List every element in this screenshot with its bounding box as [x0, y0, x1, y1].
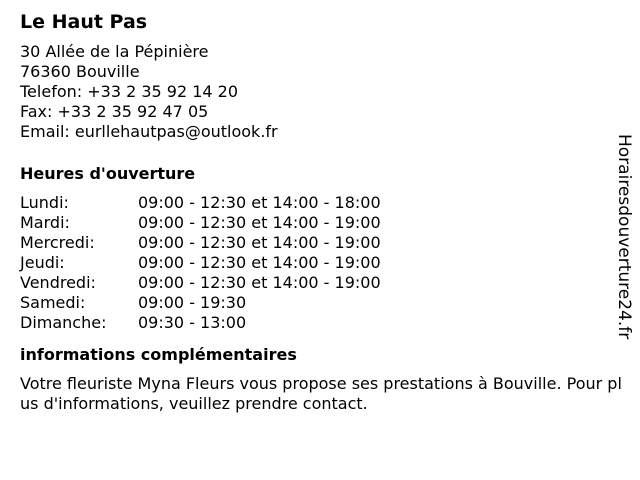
hours-day: Samedi:: [20, 293, 86, 312]
hours-time: 09:30 - 13:00: [138, 313, 247, 332]
hours-day: Jeudi:: [20, 253, 65, 272]
opening-hours-heading: Heures d'ouverture: [20, 164, 196, 183]
hours-row-saturday: [20, 293, 610, 313]
hours-time: 09:00 - 19:30: [138, 293, 247, 312]
hours-time: 09:00 - 12:30 et 14:00 - 19:00: [138, 253, 381, 272]
hours-row-sunday: [20, 313, 610, 333]
hours-time: 09:00 - 12:30 et 14:00 - 18:00: [138, 193, 381, 212]
hours-time: 09:00 - 12:30 et 14:00 - 19:00: [138, 213, 381, 232]
address-city: 76360 Bouville: [20, 62, 140, 81]
business-name: Le Haut Pas: [20, 11, 148, 33]
contact-block: [20, 42, 610, 142]
hours-day: Dimanche:: [20, 313, 107, 332]
fax-number: Fax: +33 2 35 92 47 05: [20, 102, 209, 121]
hours-day: Mardi:: [20, 213, 70, 232]
site-watermark: Horairesdouverture24.fr: [614, 134, 634, 340]
address-street: 30 Allée de la Pépinière: [20, 42, 209, 61]
phone-number: Telefon: +33 2 35 92 14 20: [20, 82, 239, 101]
hours-row-friday: [20, 273, 610, 293]
hours-day: Mercredi:: [20, 233, 95, 252]
hours-row-thursday: [20, 253, 610, 273]
additional-info-heading: informations complémentaires: [20, 345, 297, 364]
hours-day: Lundi:: [20, 193, 69, 212]
hours-row-tuesday: [20, 213, 610, 233]
hours-row-monday: [20, 193, 610, 213]
hours-row-wednesday: [20, 233, 610, 253]
additional-info-text: Votre fleuriste Myna Fleurs vous propose ses prestations à Bouville. Pour plus d'informations, veuillez prendre contact.: [20, 374, 622, 413]
business-info-card: [20, 10, 622, 414]
email-address: Email: eurllehautpas@outlook.fr: [20, 122, 278, 141]
hours-time: 09:00 - 12:30 et 14:00 - 19:00: [138, 273, 381, 292]
hours-time: 09:00 - 12:30 et 14:00 - 19:00: [138, 233, 381, 252]
opening-hours-table: [20, 193, 610, 333]
hours-day: Vendredi:: [20, 273, 96, 292]
